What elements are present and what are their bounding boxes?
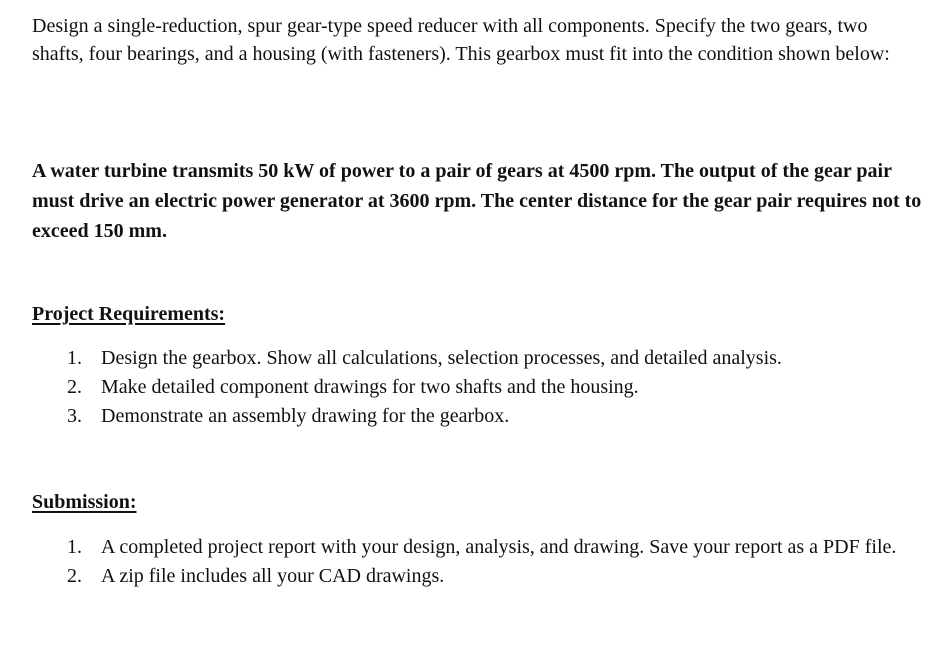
list-number: 1. bbox=[67, 347, 82, 369]
requirements-list bbox=[0, 344, 931, 431]
list-number: 3. bbox=[67, 405, 82, 427]
requirements-heading: Project Requirements: bbox=[32, 303, 226, 325]
list-item-text: Make detailed component drawings for two shafts and the housing. bbox=[101, 376, 639, 398]
list-item bbox=[0, 402, 931, 431]
problem-statement: A water turbine transmits 50 kW of power to a pair of gears at 4500 rpm. The output of the gear pair must drive an electric power generator at 3600 rpm. The center distance for the gear pair requires not to exceed 150 mm. bbox=[32, 160, 922, 242]
list-item bbox=[0, 562, 931, 591]
intro-paragraph: Design a single-reduction, spur gear-type speed reducer with all components. Specify the two gears, two shafts, four bearings, and a housing (with fasteners). This gearbox must fit into the condition shown below: bbox=[32, 15, 890, 65]
list-item bbox=[0, 344, 931, 373]
list-item-text: A completed project report with your design, analysis, and drawing. Save your report as a PDF file. bbox=[101, 536, 897, 558]
submission-heading: Submission: bbox=[32, 491, 137, 513]
submission-list bbox=[0, 533, 931, 591]
list-item bbox=[0, 533, 931, 562]
list-number: 2. bbox=[67, 565, 82, 587]
list-item-text: A zip file includes all your CAD drawings. bbox=[101, 565, 445, 587]
list-item bbox=[0, 373, 931, 402]
list-item-text: Demonstrate an assembly drawing for the gearbox. bbox=[101, 405, 510, 427]
list-number: 2. bbox=[67, 376, 82, 398]
list-item-text: Design the gearbox. Show all calculations, selection processes, and detailed analysis. bbox=[101, 347, 782, 369]
list-number: 1. bbox=[67, 536, 82, 558]
